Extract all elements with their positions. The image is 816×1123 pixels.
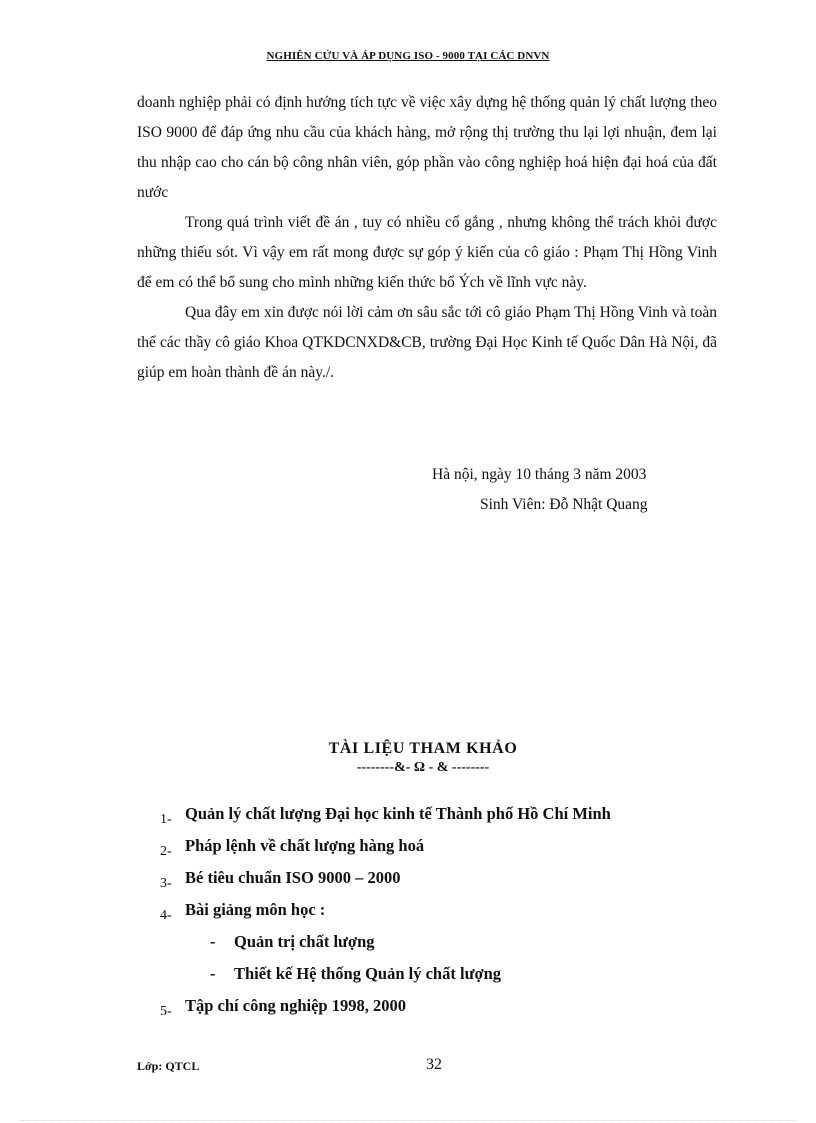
reference-text: Tập chí công nghiệp 1998, 2000 (185, 996, 406, 1015)
reference-subitem (160, 960, 720, 992)
reference-number: 4- (160, 908, 172, 923)
signature-name: Sinh Viên: Đỗ Nhật Quang (480, 496, 648, 513)
page-bottom-rule (20, 1120, 796, 1121)
reference-text: Pháp lệnh về chất lượng hàng hoá (185, 836, 425, 855)
subitem-dash: - (210, 932, 216, 951)
reference-number: 5- (160, 1004, 172, 1019)
signature-date: Hà nội, ngày 10 tháng 3 năm 2003 (432, 466, 647, 483)
references-list (160, 800, 720, 1024)
reference-subitem (160, 928, 720, 960)
reference-item (160, 864, 720, 896)
paragraph: doanh nghiệp phải có định hướng tích tực về việc xây dựng hệ thống quản lý chất lượng theo ISO 9000 để đáp ứng nhu cầu của khách hàng, mở rộng thị trường thu lại lợi nhuận, đem lại thu nhập cao cho cán bộ công nhân viên, góp phần vào công nghiệp hoá hiện đại hoá của đất nước (137, 94, 717, 201)
subitem-text: Thiết kế Hệ thống Quản lý chất lượng (234, 964, 502, 983)
page-number: 32 (426, 1056, 442, 1073)
reference-text: Bài giảng môn học : (185, 900, 326, 919)
subitem-text: Quản trị chất lượng (234, 932, 375, 951)
subitem-dash: - (210, 964, 216, 983)
reference-text: Quản lý chất lượng Đại học kinh tế Thành phố Hồ Chí Minh (185, 804, 611, 823)
reference-number: 2- (160, 844, 172, 859)
references-separator: --------&- Ω - & -------- (356, 760, 490, 775)
reference-number: 3- (160, 876, 172, 891)
paragraph: Trong quá trình viết đề án , tuy có nhiều cố gắng , nhưng không thể trách khỏi được những thiếu sót. Vì vậy em rất mong được sự góp ý kiến của cô giáo : Phạm Thị Hồng Vinh để em có thể bổ sung cho mình những kiến thức bổ Ých về lĩnh vực này. (137, 214, 717, 291)
footer-class-label: Lớp: QTCL (137, 1059, 200, 1073)
body-text (137, 88, 717, 388)
references-title: TÀI LIỆU THAM KHẢO (328, 740, 518, 757)
paragraph: Qua đây em xin được nói lời cảm ơn sâu sắc tới cô giáo Phạm Thị Hồng Vinh và toàn thể các thầy cô giáo Khoa QTKDCNXD&CB, trường Đại Học Kinh tế Quốc Dân Hà Nội, đã giúp em hoàn thành đề án này./. (137, 304, 717, 381)
reference-item (160, 832, 720, 864)
reference-number: 1- (160, 812, 172, 827)
reference-item (160, 896, 720, 928)
reference-text: Bé tiêu chuẩn ISO 9000 – 2000 (185, 868, 401, 887)
running-header: NGHIÊN CỨU VÀ ÁP DỤNG ISO - 9000 TẠI CÁC DNVN (266, 50, 550, 62)
reference-item (160, 800, 720, 832)
reference-item (160, 992, 720, 1024)
